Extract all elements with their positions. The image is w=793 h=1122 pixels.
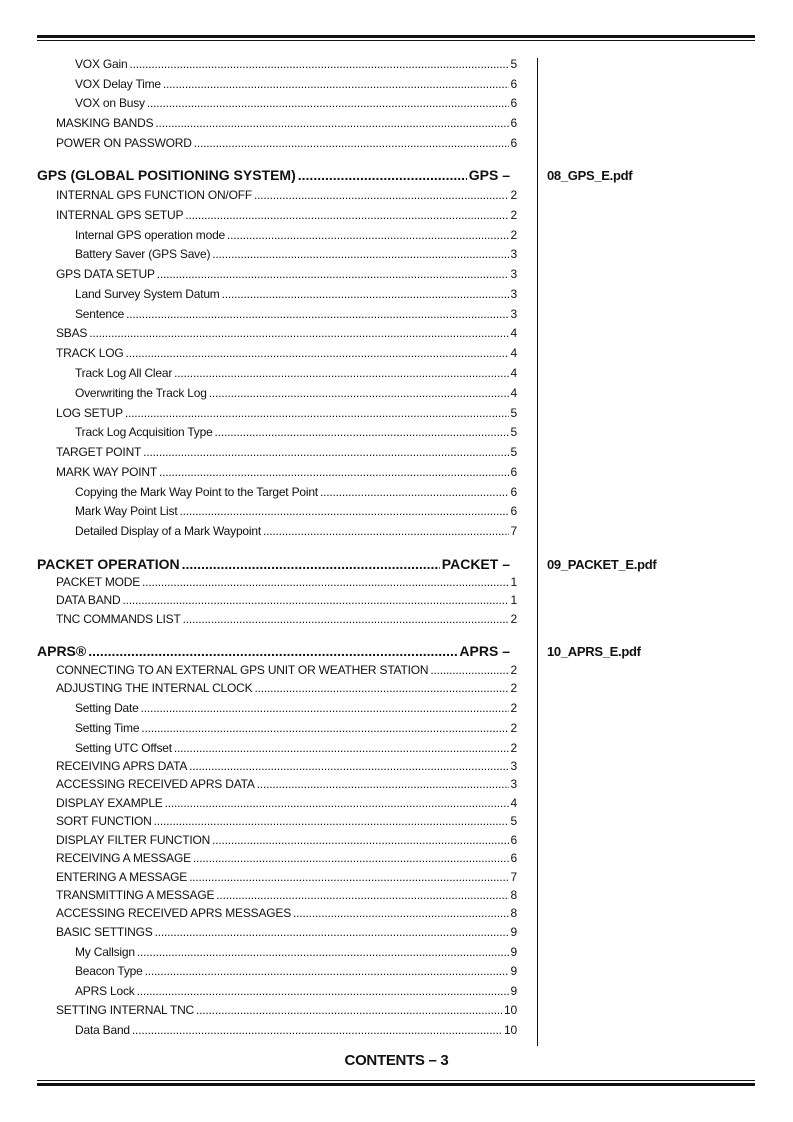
- toc-entry[interactable]: [56, 445, 517, 459]
- toc-page-number: 10: [504, 1003, 517, 1017]
- dot-leader: [183, 612, 509, 626]
- toc-page-number: 6: [510, 136, 517, 150]
- toc-subentry[interactable]: [75, 96, 517, 110]
- dot-leader: [254, 188, 509, 202]
- dot-leader: [88, 643, 457, 659]
- dot-leader: [222, 287, 509, 301]
- toc-page-number: 6: [510, 96, 517, 110]
- toc-page-number: 2: [510, 612, 517, 626]
- toc-label: CONNECTING TO AN EXTERNAL GPS UNIT OR WEATHER STATION: [56, 663, 429, 677]
- dot-leader: [126, 346, 509, 360]
- toc-label: SBAS: [56, 326, 88, 340]
- toc-page-number: 5: [510, 425, 517, 439]
- toc-subentry[interactable]: [75, 485, 517, 499]
- dot-leader: [179, 504, 508, 518]
- toc-page-number: 9: [510, 925, 517, 939]
- toc-page-number: 4: [510, 326, 517, 340]
- toc-section-heading[interactable]: [37, 167, 510, 183]
- toc-entry[interactable]: [56, 465, 517, 479]
- dot-leader: [189, 870, 508, 884]
- toc-page-number: 4: [510, 346, 517, 360]
- dot-leader: [254, 681, 508, 695]
- toc-label: ACCESSING RECEIVED APRS DATA: [56, 777, 255, 791]
- page-footer: CONTENTS – 3: [344, 1052, 449, 1069]
- toc-page-number: 2: [510, 228, 517, 242]
- toc-page-number: 2: [510, 663, 517, 677]
- toc-entry[interactable]: [56, 1003, 517, 1017]
- toc-entry[interactable]: [56, 796, 517, 810]
- toc-label: PACKET OPERATION: [37, 556, 180, 572]
- toc-page-number: 3: [510, 777, 517, 791]
- dot-leader: [155, 925, 509, 939]
- pdf-file-link[interactable]: 08_GPS_E.pdf: [547, 168, 633, 183]
- toc-page-number: 4: [510, 386, 517, 400]
- toc-label: Setting UTC Offset: [75, 741, 172, 755]
- toc-entry[interactable]: [56, 888, 517, 902]
- toc-subentry[interactable]: [75, 721, 517, 735]
- dot-leader: [137, 945, 509, 959]
- toc-label: VOX Delay Time: [75, 77, 161, 91]
- toc-page-number: 7: [510, 524, 517, 538]
- toc-label: RECEIVING A MESSAGE: [56, 851, 191, 865]
- dot-leader: [182, 556, 440, 572]
- toc-page-number: 3: [510, 287, 517, 301]
- toc-page-number: 2: [510, 701, 517, 715]
- toc-subentry[interactable]: [75, 945, 517, 959]
- toc-page-number: 2: [510, 188, 517, 202]
- toc-label: RECEIVING APRS DATA: [56, 759, 188, 773]
- toc-label: Setting Time: [75, 721, 140, 735]
- toc-page-number: 3: [510, 759, 517, 773]
- dot-leader: [132, 1023, 502, 1037]
- dot-leader: [141, 701, 509, 715]
- toc-subentry[interactable]: [75, 307, 517, 321]
- toc-label: TARGET POINT: [56, 445, 142, 459]
- toc-label: VOX on Busy: [75, 96, 145, 110]
- toc-label: INTERNAL GPS SETUP: [56, 208, 184, 222]
- toc-entry[interactable]: [56, 759, 517, 773]
- toc-label: INTERNAL GPS FUNCTION ON/OFF: [56, 188, 252, 202]
- toc-page-number: 8: [510, 906, 517, 920]
- toc-label: TRACK LOG: [56, 346, 124, 360]
- dot-leader: [209, 386, 509, 400]
- toc-page-number: 7: [510, 870, 517, 884]
- dot-leader: [155, 116, 508, 130]
- toc-page-number: 9: [510, 945, 517, 959]
- dot-leader: [145, 964, 509, 978]
- toc-label: DATA BAND: [56, 593, 121, 607]
- toc-entry[interactable]: [56, 851, 517, 865]
- toc-page-number: 1: [510, 575, 517, 589]
- toc-page-number: 3: [510, 267, 517, 281]
- toc-label: Beacon Type: [75, 964, 143, 978]
- toc-label: TRANSMITTING A MESSAGE: [56, 888, 215, 902]
- toc-label: VOX Gain: [75, 57, 128, 71]
- toc-label: ACCESSING RECEIVED APRS MESSAGES: [56, 906, 292, 920]
- toc-label: Internal GPS operation mode: [75, 228, 226, 242]
- toc-label: APRS Lock: [75, 984, 135, 998]
- dot-leader: [154, 814, 509, 828]
- toc-page-number: 6: [510, 465, 517, 479]
- toc-label: Sentence: [75, 307, 125, 321]
- toc-label: DISPLAY EXAMPLE: [56, 796, 163, 810]
- toc-entry[interactable]: [56, 870, 517, 884]
- toc-page-number: 5: [510, 814, 517, 828]
- toc-entry[interactable]: [56, 663, 517, 677]
- toc-page-number: 6: [510, 833, 517, 847]
- toc-entry[interactable]: [56, 188, 517, 202]
- dot-leader: [298, 167, 467, 183]
- toc-page-number: 3: [510, 307, 517, 321]
- toc-entry[interactable]: [56, 925, 517, 939]
- toc-entry[interactable]: [56, 681, 517, 695]
- toc-label: Land Survey System Datum: [75, 287, 220, 301]
- toc-subentry[interactable]: [75, 524, 517, 538]
- toc-subentry[interactable]: [75, 964, 517, 978]
- toc-label: TNC COMMANDS LIST: [56, 612, 181, 626]
- toc-label: Battery Saver (GPS Save): [75, 247, 211, 261]
- dot-leader: [227, 228, 508, 242]
- toc-entry[interactable]: [56, 208, 517, 222]
- toc-page-number: 1: [510, 593, 517, 607]
- toc-subentry[interactable]: [75, 984, 517, 998]
- dot-leader: [126, 307, 508, 321]
- toc-subentry[interactable]: [75, 57, 517, 71]
- toc-subentry[interactable]: [75, 701, 517, 715]
- toc-entry[interactable]: [56, 906, 517, 920]
- dot-leader: [216, 888, 508, 902]
- dot-leader: [320, 485, 509, 499]
- dot-leader: [212, 247, 508, 261]
- toc-section-heading[interactable]: [37, 556, 510, 572]
- bottom-rule-thick: [37, 1083, 755, 1086]
- pdf-file-link[interactable]: 09_PACKET_E.pdf: [547, 557, 657, 572]
- toc-entry[interactable]: [56, 833, 517, 847]
- dot-leader: [163, 77, 509, 91]
- dot-leader: [174, 366, 508, 380]
- toc-page-number: 6: [510, 504, 517, 518]
- toc-page-number: 2: [510, 721, 517, 735]
- toc-subentry[interactable]: [75, 247, 517, 261]
- toc-entry[interactable]: [56, 593, 517, 607]
- toc-entry[interactable]: [56, 136, 517, 150]
- dot-leader: [194, 136, 509, 150]
- toc-entry[interactable]: [56, 267, 517, 281]
- toc-subentry[interactable]: [75, 1023, 517, 1037]
- dot-leader: [263, 524, 509, 538]
- dot-leader: [196, 1003, 502, 1017]
- toc-page-number: 9: [510, 964, 517, 978]
- bottom-rule-thin: [37, 1080, 755, 1081]
- toc-label: GPS DATA SETUP: [56, 267, 155, 281]
- toc-page-number: 6: [510, 77, 517, 91]
- toc-label: My Callsign: [75, 945, 135, 959]
- toc-entry[interactable]: [56, 612, 517, 626]
- dot-leader: [257, 777, 509, 791]
- dot-leader: [430, 663, 508, 677]
- dot-leader: [174, 741, 509, 755]
- toc-page-number: 3: [510, 247, 517, 261]
- toc-page-number: 10: [504, 1023, 517, 1037]
- toc-subentry[interactable]: [75, 741, 517, 755]
- toc-label: Copying the Mark Way Point to the Target Point: [75, 485, 318, 499]
- toc-page-number: APRS –: [459, 643, 510, 659]
- toc-label: PACKET MODE: [56, 575, 141, 589]
- toc-page-number: 2: [510, 208, 517, 222]
- toc-label: LOG SETUP: [56, 406, 123, 420]
- toc-page-number: GPS –: [468, 167, 510, 183]
- toc-subentry[interactable]: [75, 287, 517, 301]
- toc-subentry[interactable]: [75, 366, 517, 380]
- toc-entry[interactable]: [56, 346, 517, 360]
- toc-page-number: 5: [510, 57, 517, 71]
- toc-page-number: 4: [510, 796, 517, 810]
- dot-leader: [193, 851, 509, 865]
- dot-leader: [142, 575, 508, 589]
- toc-label: POWER ON PASSWORD: [56, 136, 192, 150]
- toc-label: SORT FUNCTION: [56, 814, 152, 828]
- toc-page-number: 9: [510, 984, 517, 998]
- toc-entry[interactable]: [56, 406, 517, 420]
- dot-leader: [147, 96, 509, 110]
- toc-subentry[interactable]: [75, 386, 517, 400]
- dot-leader: [185, 208, 508, 222]
- toc-page-number: 2: [510, 681, 517, 695]
- toc-page-number: 5: [510, 406, 517, 420]
- dot-leader: [137, 984, 509, 998]
- dot-leader: [143, 445, 508, 459]
- dot-leader: [165, 796, 509, 810]
- toc-label: ADJUSTING THE INTERNAL CLOCK: [56, 681, 253, 695]
- toc-entry[interactable]: [56, 777, 517, 791]
- toc-label: GPS (GLOBAL POSITIONING SYSTEM): [37, 167, 296, 183]
- toc-label: Track Log All Clear: [75, 366, 173, 380]
- toc-page-number: 5: [510, 445, 517, 459]
- toc-page-number: 6: [510, 116, 517, 130]
- toc-label: Setting Date: [75, 701, 139, 715]
- dot-leader: [215, 425, 509, 439]
- toc-page-number: 2: [510, 741, 517, 755]
- toc-label: Mark Way Point List: [75, 504, 178, 518]
- toc-subentry[interactable]: [75, 77, 517, 91]
- dot-leader: [293, 906, 509, 920]
- toc-label: Overwriting the Track Log: [75, 386, 207, 400]
- toc-page-number: 6: [510, 851, 517, 865]
- toc-label: BASIC SETTINGS: [56, 925, 153, 939]
- pdf-file-link[interactable]: 10_APRS_E.pdf: [547, 644, 641, 659]
- toc-subentry[interactable]: [75, 425, 517, 439]
- toc-label: MARK WAY POINT: [56, 465, 157, 479]
- toc-page-number: 6: [510, 485, 517, 499]
- toc-entry[interactable]: [56, 116, 517, 130]
- dot-leader: [122, 593, 508, 607]
- toc-entry[interactable]: [56, 814, 517, 828]
- toc-page-number: PACKET –: [441, 556, 510, 572]
- dot-leader: [189, 759, 508, 773]
- toc-section-heading[interactable]: [37, 643, 510, 659]
- toc-page-number: 8: [510, 888, 517, 902]
- dot-leader: [89, 326, 508, 340]
- toc-label: MASKING BANDS: [56, 116, 154, 130]
- toc-page-number: 4: [510, 366, 517, 380]
- toc-entry[interactable]: [56, 326, 517, 340]
- dot-leader: [157, 267, 509, 281]
- toc-subentry[interactable]: [75, 228, 517, 242]
- toc-label: APRS®: [37, 643, 87, 659]
- toc-label: DISPLAY FILTER FUNCTION: [56, 833, 211, 847]
- dot-leader: [159, 465, 509, 479]
- dot-leader: [212, 833, 508, 847]
- dot-leader: [129, 57, 508, 71]
- toc-label: Track Log Acquisition Type: [75, 425, 213, 439]
- dot-leader: [125, 406, 509, 420]
- toc-label: Data Band: [75, 1023, 130, 1037]
- toc-label: SETTING INTERNAL TNC: [56, 1003, 195, 1017]
- toc-entry[interactable]: [56, 575, 517, 589]
- toc-label: Detailed Display of a Mark Waypoint: [75, 524, 261, 538]
- toc-label: ENTERING A MESSAGE: [56, 870, 188, 884]
- toc-subentry[interactable]: [75, 504, 517, 518]
- dot-leader: [141, 721, 508, 735]
